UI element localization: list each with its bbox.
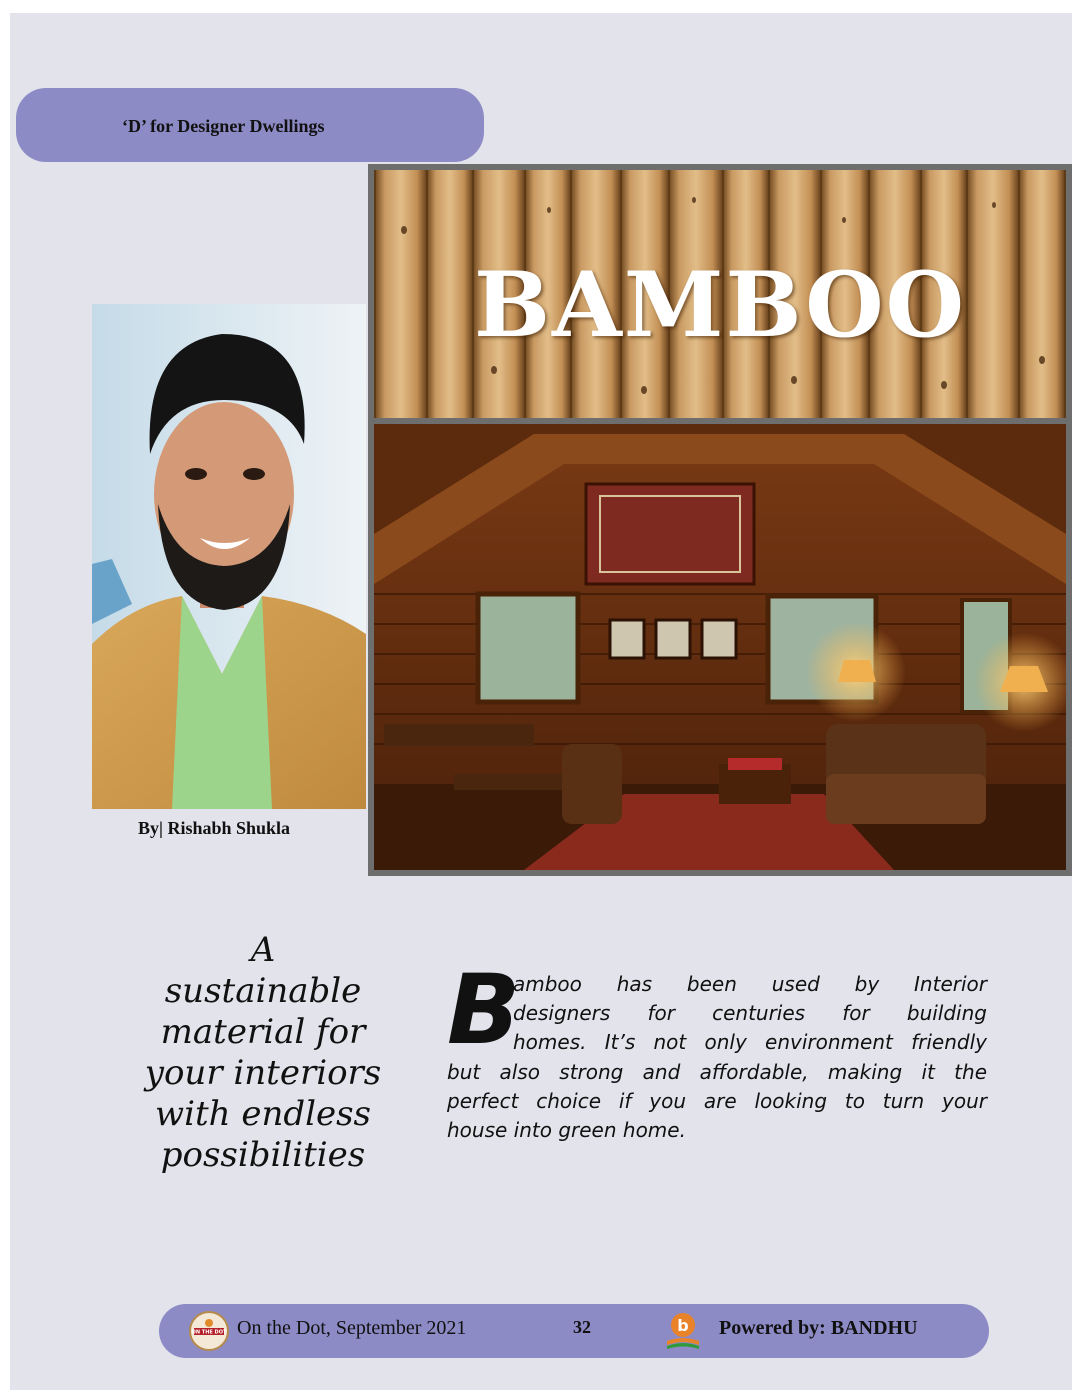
logo-text: ON THE DOT (191, 1329, 227, 1336)
article-line: house into green home. (447, 1118, 686, 1142)
article-line: homes. It’s not only environment friendly (513, 1030, 987, 1054)
footer-bar (159, 1304, 989, 1358)
article-line: perfect choice if you are looking to turn your (447, 1089, 987, 1113)
article-line: designers for centuries for building (513, 1001, 987, 1025)
author-byline: By| Rishabh Shukla (138, 818, 291, 838)
article-line: amboo has been used by Interior (513, 972, 987, 996)
svg-text:b: b (677, 1316, 689, 1335)
tagline-line: with endless (154, 1094, 372, 1134)
tagline-line: your interiors (144, 1053, 382, 1093)
on-the-dot-logo (189, 1311, 229, 1351)
bandhu-logo-icon (663, 1309, 703, 1353)
tagline-line: possibilities (160, 1135, 366, 1175)
powered-by-credit: Powered by: BANDHU (719, 1317, 918, 1339)
page-number: 32 (573, 1317, 591, 1337)
bamboo-logs-image (374, 170, 1066, 418)
tagline (108, 930, 418, 1176)
hero-title: BAMBOO (473, 252, 967, 358)
hero-image-frame (368, 164, 1072, 876)
tagline-line: material for (160, 1012, 366, 1052)
tagline-line: A (250, 930, 276, 970)
section-label: ‘D’ for Designer Dwellings (122, 116, 325, 136)
author-photo (92, 304, 366, 809)
publication-credit: On the Dot, September 2021 (237, 1317, 467, 1339)
article-line: but also strong and affordable, making it the (447, 1060, 987, 1084)
tagline-line: sustainable (164, 971, 362, 1011)
section-header-pill (16, 88, 484, 162)
drop-cap: B (447, 954, 521, 1066)
article-body (447, 954, 987, 1158)
log-cabin-interior-image (374, 424, 1066, 870)
